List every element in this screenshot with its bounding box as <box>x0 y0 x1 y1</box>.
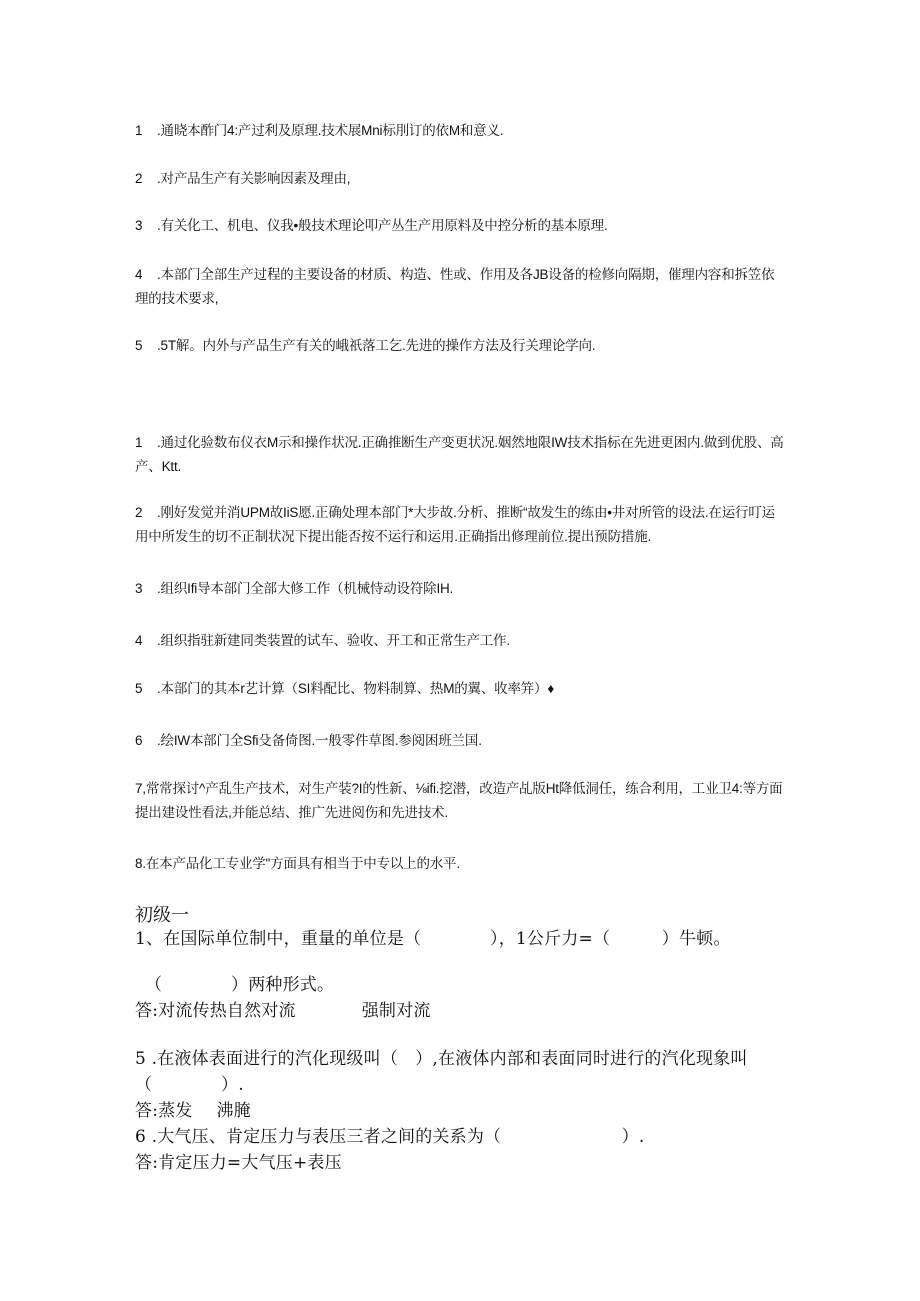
answer-forms-part-1: 答:对流传热自然对流 <box>135 1001 296 1021</box>
skill-item-5 <box>135 677 785 701</box>
item-text: .通晓本酢门4:产过利及原理.技术展Mni标刖订的依M和意义. <box>157 123 504 138</box>
skill-item-4 <box>135 629 785 653</box>
item-text: .有关化工、机电、仪我•般技术理论叩产丛生产用原料及中控分析的基本原理. <box>157 218 608 233</box>
skill-item-7: 7,常常探讨^产乱生产技术，对生产装?I的性新、⅛ifi.挖潜，改造产乩版Ht降低洞任，练合利用，工业卫4:等方面提出建设性看法,并能总结、推广先进阅伤和先进技术. <box>135 781 783 820</box>
answer-forms <box>135 998 785 1024</box>
skill-item-8: 8.在本产品化工专业学"方面具有相当于中专以上的水平. <box>135 856 460 871</box>
item-number: 4 <box>135 633 143 648</box>
question-5: 5 .在液体表面进行的汽化现级叫（ ）,在液体内部和表面同时进行的汽化现象叫（ ）. <box>135 1049 748 1095</box>
item-text: .本部门的其本r艺计算（SI料配比、物料制算、热M的翼、收率笄）♦ <box>157 681 555 696</box>
skill-item-1 <box>135 431 785 479</box>
skill-item-3 <box>135 577 785 601</box>
item-text: .组织指驻新建同类装置的试车、验收、开工和正常生产工作. <box>157 633 510 648</box>
item-text: .刚好发觉并消UPM故IiS愿.正确处理本部门*大步故.分析、推断“故发生的练由•井对所管的设法.在运行叮运用中所发生的切不正制状况下提出能否按不运行和运用.正确指出修理前位.提出预防措施. <box>135 505 775 544</box>
knowledge-item-3 <box>135 214 785 238</box>
item-text: .绘IW本部门全Sfi殳备倚图.一般零件草图.参阅困班兰国. <box>157 733 482 748</box>
item-number: 5 <box>135 338 143 353</box>
skill-item-2 <box>135 501 785 549</box>
item-number: 3 <box>135 581 143 596</box>
item-number: 3 <box>135 218 143 233</box>
item-text: .对产品生产有关影响因素及理由, <box>157 171 351 186</box>
item-text: .通过化验数布仪衣M示和操作状况.正确推断生产变更状况.姻然地限IW技术指标在先进更困内.做到优股、高产、Ktt. <box>135 435 784 474</box>
item-number: 5 <box>135 681 143 696</box>
knowledge-item-1 <box>135 119 785 143</box>
item-text: .5T解。内外与产品生产有关的峨祇落工乞.先进的操作方法及行关理论学向. <box>157 338 596 353</box>
item-text: .组织Ifi导本部门全部大修工作（机械恃动设符除IH. <box>157 581 454 596</box>
answer-forms-part-2: 强制对流 <box>361 1001 431 1021</box>
question-6: 6 .大气压、肯定压力与表压三者之间的关系为（ ）. <box>135 1127 645 1147</box>
knowledge-item-4 <box>135 263 785 311</box>
section-title: 初级一 <box>135 905 189 926</box>
item-number: 6 <box>135 733 143 748</box>
item-number: 2 <box>135 505 143 520</box>
knowledge-item-5 <box>135 334 785 358</box>
knowledge-item-2 <box>135 167 785 191</box>
item-number: 1 <box>135 435 143 450</box>
item-number: 4 <box>135 267 143 282</box>
skill-item-6 <box>135 729 785 753</box>
question-forms: （ ）两种形式。 <box>145 975 335 995</box>
answer-6: 答:肯定压力=大气压+表压 <box>135 1153 342 1173</box>
item-text: .本部门全部生产过程的主要设备的材质、构造、性或、作用及各JB设备的检修向隔期，催理内容和拆笠依理的技术要求, <box>135 267 775 306</box>
question-1: 1、在国际单位制中，重量的单位是（ ），1公斤力=（ ）牛顿。 <box>135 929 731 949</box>
answer-5 <box>135 1098 785 1124</box>
answer-5-part-1: 答:蒸发 <box>135 1101 193 1121</box>
item-number: 2 <box>135 171 143 186</box>
item-number: 1 <box>135 123 143 138</box>
answer-5-part-2: 沸腌 <box>216 1101 251 1121</box>
